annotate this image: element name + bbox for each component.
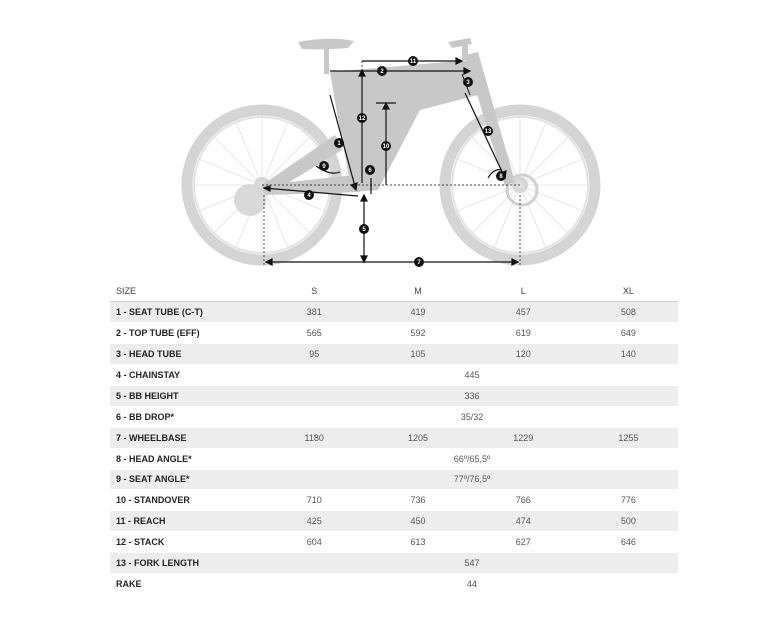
row-value: 474 [468,511,573,532]
table-row [110,302,678,323]
row-label: 4 - CHAINSTAY [110,365,260,386]
row-value: 766 [468,490,573,511]
callout-9 [319,161,329,171]
geometry-table [110,281,678,595]
svg-text:10: 10 [382,144,390,151]
svg-text:1: 1 [337,141,341,148]
row-value: 508 [573,302,678,323]
row-label: 8 - HEAD ANGLE* [110,448,260,469]
row-label: RAKE [110,573,260,594]
row-label: 5 - BB HEIGHT [110,385,260,406]
row-label: 12 - STACK [110,532,260,553]
row-value: 619 [468,323,573,344]
row-label: 13 - FORK LENGTH [110,553,260,574]
row-label: 6 - BB DROP* [110,406,260,427]
table-row [110,427,678,448]
svg-text:8: 8 [499,174,503,181]
callout-6 [365,165,375,175]
svg-text:11: 11 [409,59,417,66]
table-row [110,511,678,532]
table-header-row [110,281,678,302]
row-value: 613 [362,532,467,553]
table-row [110,365,678,386]
geometry-table-body [110,302,678,594]
row-value: 646 [573,532,678,553]
row-value-all-sizes: 66º/65,5º [260,448,678,469]
size-col-s: S [260,281,362,302]
table-row [110,490,678,511]
row-label: 7 - WHEELBASE [110,427,260,448]
callout-11 [408,56,418,66]
row-value: 736 [362,490,467,511]
table-row [110,573,678,594]
table-row [110,385,678,406]
row-value: 140 [573,344,678,365]
row-value-all-sizes: 77º/76,5º [260,469,678,490]
row-value: 105 [362,344,467,365]
row-value-all-sizes: 44 [260,573,678,594]
svg-text:4: 4 [307,193,311,200]
table-row [110,532,678,553]
row-value: 565 [260,323,362,344]
row-value: 1180 [260,427,362,448]
row-label: 9 - SEAT ANGLE* [110,469,260,490]
row-value: 710 [260,490,362,511]
table-row [110,406,678,427]
table-row [110,323,678,344]
size-header: SIZE [110,281,260,302]
size-col-m: M [362,281,467,302]
row-label: 10 - STANDOVER [110,490,260,511]
row-value: 120 [468,344,573,365]
row-value: 381 [260,302,362,323]
row-value: 776 [573,490,678,511]
size-col-l: L [468,281,573,302]
table-row [110,469,678,490]
row-value: 592 [362,323,467,344]
row-value: 500 [573,511,678,532]
row-value: 419 [362,302,467,323]
callout-2 [377,66,387,76]
size-col-xl: XL [573,281,678,302]
svg-text:6: 6 [368,168,372,175]
row-label: 2 - TOP TUBE (EFF) [110,323,260,344]
svg-text:12: 12 [358,116,366,123]
row-value: 95 [260,344,362,365]
row-label: 1 - SEAT TUBE (C-T) [110,302,260,323]
svg-text:9: 9 [322,164,326,171]
row-value-all-sizes: 445 [260,365,678,386]
table-row [110,553,678,574]
bike-geometry-diagram [0,0,770,275]
callout-12 [357,113,367,123]
row-value: 1205 [362,427,467,448]
row-value: 1229 [468,427,573,448]
callout-1 [334,138,344,148]
svg-text:3: 3 [466,80,470,87]
callout-7 [414,257,424,267]
row-label: 3 - HEAD TUBE [110,344,260,365]
row-value: 425 [260,511,362,532]
table-row [110,344,678,365]
callout-10 [381,141,391,151]
svg-text:7: 7 [417,260,421,267]
row-value-all-sizes: 336 [260,385,678,406]
callout-13 [483,126,493,136]
row-value: 627 [468,532,573,553]
row-value: 1255 [573,427,678,448]
table-row [110,448,678,469]
row-value: 649 [573,323,678,344]
row-value: 450 [362,511,467,532]
svg-text:5: 5 [362,227,366,234]
row-value: 457 [468,302,573,323]
callout-5 [359,224,369,234]
svg-text:13: 13 [484,129,492,136]
svg-text:2: 2 [380,69,384,76]
callout-4 [304,190,314,200]
callout-8 [496,171,506,181]
row-value-all-sizes: 547 [260,553,678,574]
row-value-all-sizes: 35/32 [260,406,678,427]
callout-3 [463,77,473,87]
row-label: 11 - REACH [110,511,260,532]
row-value: 604 [260,532,362,553]
